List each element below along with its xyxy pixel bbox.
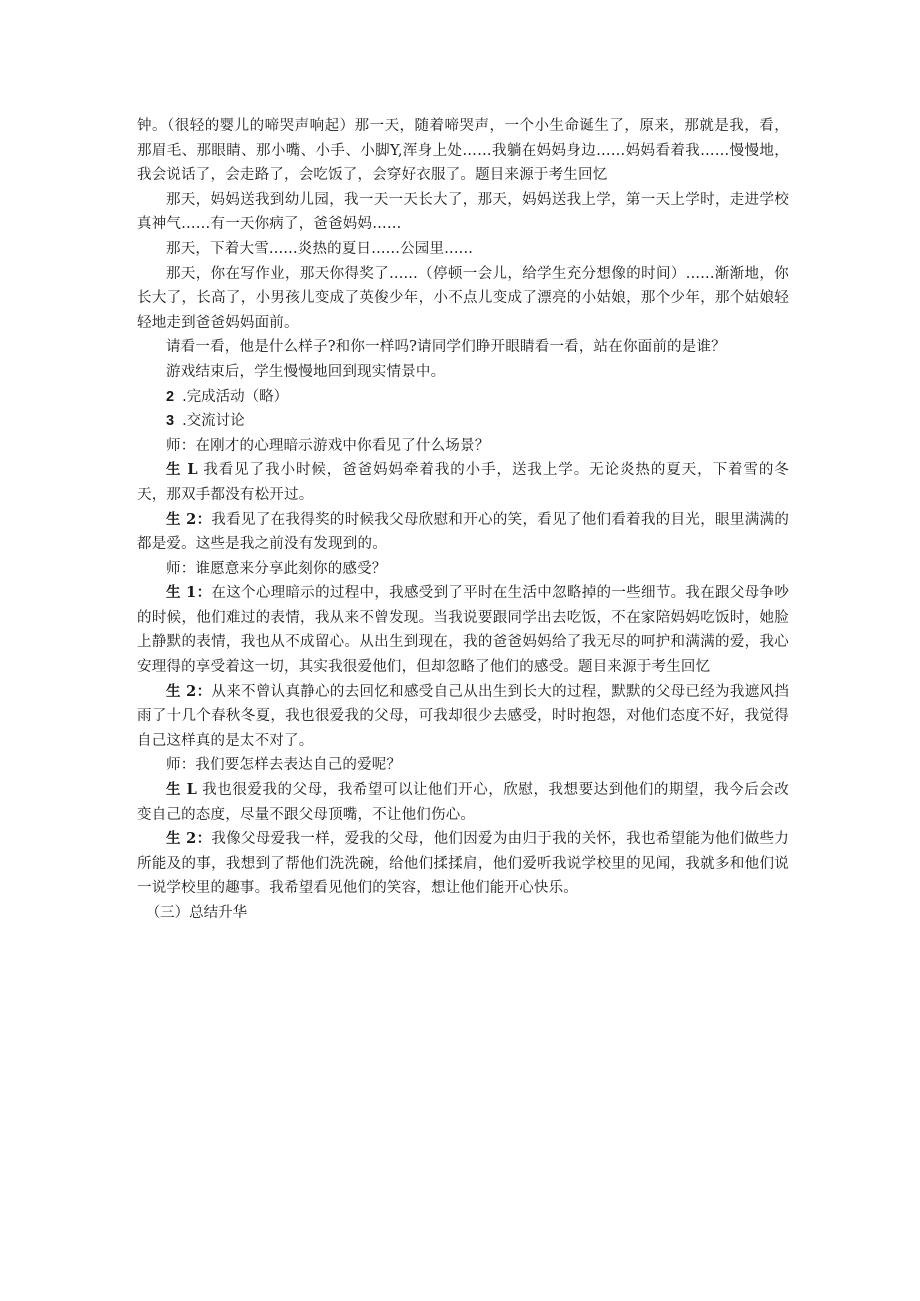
speaker-label: 生 L <box>166 781 198 799</box>
list-number: 2 <box>166 388 175 405</box>
student-answer-2 <box>137 508 789 557</box>
speaker-label: 生 1： <box>166 584 212 602</box>
list-text: .完成活动（略） <box>182 388 289 405</box>
answer-text: 在这个心理暗示的过程中，我感受到了平时在生活中忽略掉的一些细节。我在跟父母争吵的时候，他们难过的表情，我从来不曾发现。当我说要跟同学出去吃饭，不在家陪妈妈吃饭时，她脸上静默的表情，我也从不成留心。从出生到现在，我的爸爸妈妈给了我无尽的呵护和满满的爱，我心安理得的享受着这一切，其实我很爱他们，但却忽略了他们的感受。题目来源于考生回忆 <box>137 585 790 676</box>
answer-text: 我也很爱我的父母，我希望可以让他们开心，欣慰，我想要达到他们的期望，我今后会改变自己的态度，尽量不跟父母顶嘴，不让他们伤心。 <box>137 782 790 823</box>
speaker-label: 生 2： <box>166 682 212 700</box>
student-answer-3 <box>137 581 789 679</box>
list-number: 3 <box>166 413 175 430</box>
paragraph-school-scene: 那天，妈妈送我到幼儿园，我一天一天长大了，那天，妈妈送我上学，第一天上学时，走进学校真神气……有一天你病了，爸爸妈妈…… <box>137 191 789 233</box>
paragraph-open-eyes: 请看一看，他是什么样子?和你一样吗?请同学们睁开眼睛看一看，站在你面前的是谁？ <box>166 339 726 356</box>
student-answer-5 <box>137 778 789 827</box>
document-page <box>137 114 789 926</box>
answer-text: 我看见了在我得奖的时候我父母欣慰和开心的笑，看见了他们看着我的目光，眼里满满的都是爱。这些是我之前没有发现到的。 <box>137 511 790 553</box>
answer-text: 从来不曾认真静心的去回忆和感受自己从出生到长大的过程，默默的父母已经为我遮风挡雨了十几个春秋冬夏，我也很爱我的父母，可我却很少去感受，时时抱怨，对他们态度不好，我觉得自己这样真的是太不对了。 <box>137 683 790 749</box>
speaker-label: 生 2： <box>166 830 212 848</box>
speaker-label: 生 L <box>166 461 198 479</box>
paragraph-growing-up: 那天，你在写作业，那天你得奖了......（停顿一会儿，给学生充分想像的时间）......渐渐地，你长大了，长高了，小男孩儿变成了英俊少年，小不点儿变成了漂亮的小姑娘，那个少年，那个姑娘轻轻地走到爸爸妈妈面前。 <box>137 265 789 331</box>
teacher-question-2: 师：谁愿意来分享此刻你的感受？ <box>166 560 387 577</box>
answer-text: 我像父母爱我一样，爱我的父母，他们因爱为由归于我的关怀，我也希望能为他们做些力所能及的事，我想到了帮他们洗洗碗，给他们揉揉肩，他们爱听我说学校里的见闻，我就多和他们说一说学校里的趣事。我希望看见他们的笑容，想让他们能开心快乐。 <box>137 831 790 897</box>
teacher-question-1: 师：在刚才的心理暗示游戏中你看见了什么场景？ <box>166 437 490 454</box>
paragraph-seasons-scene: 那天，下着大雪......炎热的夏日......公园里...... <box>166 240 474 257</box>
paragraph-game-end: 游戏结束后，学生慢慢地回到现实情景中。 <box>166 363 446 380</box>
student-answer-4 <box>137 680 789 754</box>
section-heading-summary: （三）总结升华 <box>145 905 248 921</box>
list-item-complete-activity <box>137 385 789 410</box>
teacher-question-3: 师：我们要怎样去表达自己的爱呢？ <box>166 757 402 774</box>
speaker-label: 生 2： <box>166 510 212 528</box>
list-item-discussion <box>137 409 789 434</box>
answer-text: 我看见了我小时候，爸爸妈妈牵着我的小手，送我上学。无论炎热的夏天，下着雪的冬天，那双手都没有松开过。 <box>137 462 789 503</box>
paragraph-birth-scene: 钟。（很轻的婴儿的啼哭声响起）那一天，随着啼哭声，一个小生命诞生了，原来，那就是我，看，那眉毛、那眼睛、那小嘴、小手、小脚Y,浑身上处……我躺在妈妈身边……妈妈看着我……慢慢地，我会说话了，会走路了，会吃饭了，会穿好衣服了。题目来源于考生回忆 <box>137 118 789 184</box>
student-answer-6 <box>137 827 789 901</box>
student-answer-1 <box>137 458 789 507</box>
list-text: .交流讨论 <box>182 413 245 430</box>
